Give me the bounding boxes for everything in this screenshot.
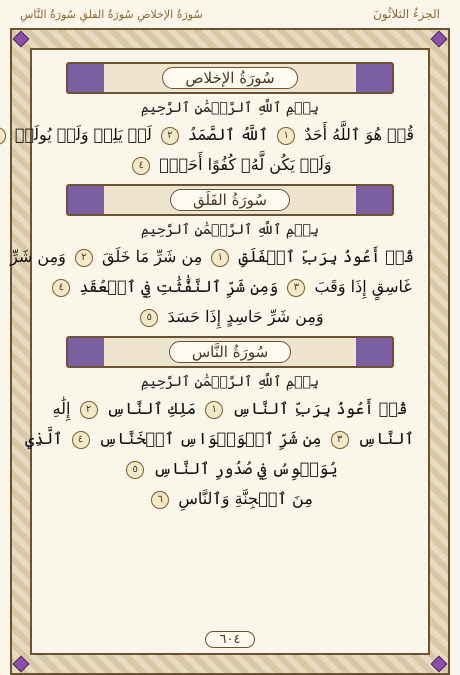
surah-banner-falaq bbox=[66, 184, 394, 216]
ayah-text: وَلَمۡ يَكُن لَّهُۥ كُفُوًا أَحَدُۢ bbox=[159, 155, 332, 174]
ayah-line bbox=[46, 150, 414, 180]
ayah-number: ١ bbox=[205, 401, 223, 419]
ayah-text: غَاسِقٍ إِذَا وَقَبَ bbox=[314, 277, 412, 296]
ayah-number: ١ bbox=[211, 249, 229, 267]
decorative-frame bbox=[10, 28, 450, 675]
ayah-number: ٥ bbox=[140, 309, 158, 327]
corner-ornament-icon bbox=[431, 656, 448, 673]
ayah-number: ٢ bbox=[161, 127, 179, 145]
surah-names-header: سُورَةُ الإخلاصِ سُورَةُ الفلقِ سُورَةُ النَّاسِ bbox=[20, 7, 203, 21]
ayah-number: ٦ bbox=[151, 491, 169, 509]
ayah-text: مِنَ ٱلۡجِنَّةِ وَٱلنَّاسِ bbox=[178, 489, 313, 508]
ayah-text: قُلۡ أَعُوذُ بِرَبِّ ٱلۡفَلَقِ bbox=[238, 247, 414, 266]
ayah-text: يُوَسۡوِسُ فِي صُدُورِ ٱلنَّاسِ bbox=[153, 459, 338, 478]
ayah-line bbox=[10, 242, 414, 272]
ayah-text: ٱلَّذِي bbox=[25, 429, 63, 448]
juz-label: الجزءُ الثلاثُونَ bbox=[373, 7, 440, 21]
text-area bbox=[10, 48, 430, 655]
corner-ornament-icon bbox=[431, 31, 448, 48]
ayah-number: ٤ bbox=[132, 157, 150, 175]
ayah-text: إِلَٰهِ bbox=[52, 399, 71, 418]
ayah-text: ٱللَّهُ ٱلصَّمَدُ bbox=[188, 125, 269, 144]
ayah-number: ٣ bbox=[287, 279, 305, 297]
surah-title: سُورَةُ النَّاس bbox=[169, 341, 291, 363]
ayah-number: ١ bbox=[277, 127, 295, 145]
ayah-text: وَمِن شَرِّ حَاسِدٍ إِذَا حَسَدَ bbox=[167, 307, 324, 326]
ayah-number: ٥ bbox=[126, 461, 144, 479]
ayah-line bbox=[25, 424, 414, 454]
ayah-line bbox=[46, 484, 414, 514]
basmala: بِسۡمِ ٱللَّهِ ٱلرَّحۡمَٰنِ ٱلرَّحِيمِ bbox=[140, 222, 320, 238]
ayah-line bbox=[46, 302, 414, 332]
page-number: ٦٠٤ bbox=[205, 631, 256, 648]
ayah-line bbox=[46, 272, 414, 302]
page-number-box bbox=[32, 632, 428, 647]
ayah-line bbox=[14, 120, 414, 150]
ayah-text: مِن شَرِّ ٱلۡوَسۡوَاسِ ٱلۡخَنَّاسِ bbox=[98, 429, 322, 448]
surah-title: سُورَةُ الفَلَق bbox=[170, 189, 290, 211]
surah-banner-nas bbox=[66, 336, 394, 368]
ayah-text: قُلۡ هُوَ ٱللَّهُ أَحَدٌ bbox=[304, 125, 414, 144]
page-header bbox=[0, 0, 460, 28]
basmala: بِسۡمِ ٱللَّهِ ٱلرَّحۡمَٰنِ ٱلرَّحِيمِ bbox=[140, 374, 320, 390]
ayah-text: وَمِن شَرِّ ٱلنَّفَّٰثَٰتِ فِي ٱلۡعُقَدِ bbox=[79, 277, 279, 296]
surah-banner-ikhlas bbox=[66, 62, 394, 94]
ayah-text: ٱلنَّاسِ bbox=[357, 429, 414, 448]
ayah-number bbox=[0, 127, 6, 145]
ayah-line bbox=[46, 394, 414, 424]
ayah-text: لَمۡ يَلِدۡ وَلَمۡ يُولَدۡ bbox=[14, 125, 152, 144]
corner-ornament-icon bbox=[13, 656, 30, 673]
ayah-line bbox=[46, 454, 414, 484]
ayah-text: وَمِن شَرِّ bbox=[10, 247, 66, 266]
ayah-text: قُلۡ أَعُوذُ بِرَبِّ ٱلنَّاسِ bbox=[232, 399, 408, 418]
ayah-number: ٢ bbox=[80, 401, 98, 419]
ayah-number: ٤ bbox=[72, 431, 90, 449]
ayah-number: ٤ bbox=[52, 279, 70, 297]
corner-ornament-icon bbox=[13, 31, 30, 48]
surah-title: سُورَةُ الإخلاص bbox=[162, 67, 297, 89]
ayah-number: ٢ bbox=[75, 249, 93, 267]
page-content bbox=[10, 58, 414, 623]
ayah-number: ٣ bbox=[331, 431, 349, 449]
ayah-text: مَلِكِ ٱلنَّاسِ bbox=[106, 399, 197, 418]
basmala: بِسۡمِ ٱللَّهِ ٱلرَّحۡمَٰنِ ٱلرَّحِيمِ bbox=[140, 100, 320, 116]
ayah-text: مِن شَرِّ مَا خَلَقَ bbox=[102, 247, 203, 266]
